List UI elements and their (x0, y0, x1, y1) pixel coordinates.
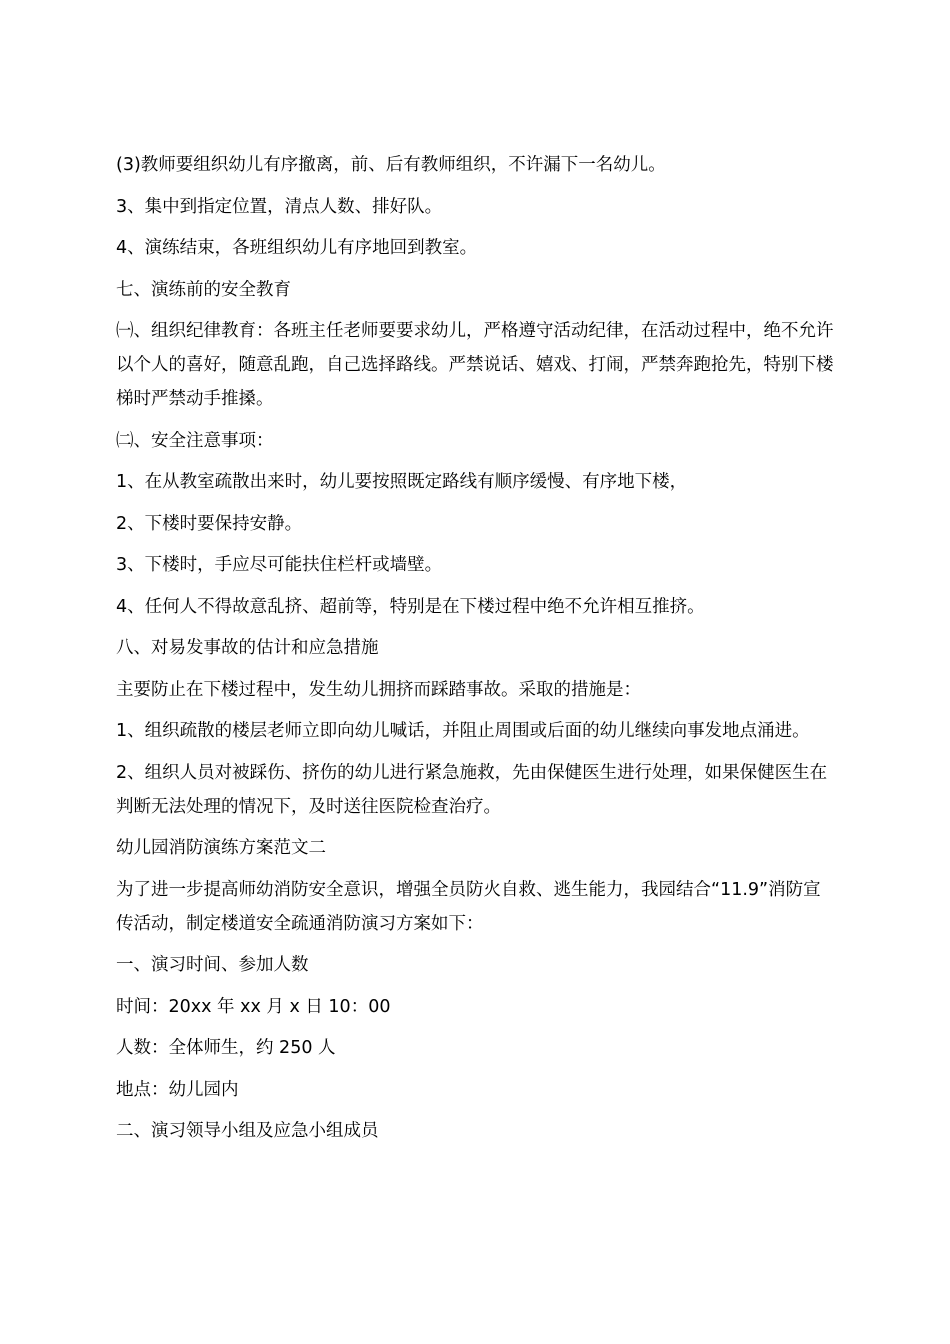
paragraph-evacuation-order: (3)教师要组织幼儿有序撤离，前、后有教师组织，不许漏下一名幼儿。 (116, 155, 666, 175)
section-heading-7: 七、演练前的安全教育 (116, 279, 291, 300)
info-location: 地点：幼儿园内 (116, 1079, 239, 1100)
section-heading-8: 八、对易发事故的估计和应急措施 (116, 638, 379, 658)
paragraph-intro: 为了进一步提高师幼消防安全意识，增强全员防火自救、逃生能力，我园结合“11.9”消防宣传活动，制定楼道安全疏通消防演习方案如下： (116, 879, 821, 934)
section-heading-1: 一、演习时间、参加人数 (116, 955, 309, 975)
doc-title-2: 幼儿园消防演练方案范文二 (116, 838, 326, 858)
document-body (116, 148, 838, 1156)
info-time: 时间：20xx 年 xx 月 x 日 10：00 (116, 996, 391, 1017)
list-item-1: 1、在从教室疏散出来时，幼儿要按照既定路线有顺序缓慢、有序地下楼， (116, 472, 688, 492)
paragraph-discipline: ㈠、组织纪律教育：各班主任老师要要求幼儿，严格遵守活动纪律，在活动过程中，绝不允许以个人的喜好，随意乱跑，自己选择路线。严禁说话、嬉戏、打闹，严禁奔跑抢先，特别下楼梯时严禁动手推搡。 (116, 321, 834, 409)
list-item-3: 3、下楼时，手应尽可能扶住栏杆或墙壁。 (116, 555, 443, 575)
measure-item-2: 2、组织人员对被踩伤、挤伤的幼儿进行紧急施救，先由保健医生进行处理，如果保健医生在判断无法处理的情况下，及时送往医院检查治疗。 (116, 762, 828, 817)
list-item-2: 2、下楼时要保持安静。 (116, 513, 303, 534)
paragraph-safety-notes: ㈡、安全注意事项： (116, 430, 274, 451)
list-item-4: 4、任何人不得故意乱挤、超前等，特别是在下楼过程中绝不允许相互推挤。 (116, 596, 705, 617)
paragraph-assemble: 3、集中到指定位置，清点人数、排好队。 (116, 196, 443, 217)
paragraph-drill-end: 4、演练结束，各班组织幼儿有序地回到教室。 (116, 238, 478, 258)
measure-item-1: 1、组织疏散的楼层老师立即向幼儿喊话，并阻止周围或后面的幼儿继续向事发地点涌进。 (116, 721, 810, 741)
info-people: 人数：全体师生，约 250 人 (116, 1038, 336, 1058)
paragraph-prevention: 主要防止在下楼过程中，发生幼儿拥挤而踩踏事故。采取的措施是： (116, 679, 641, 700)
section-heading-2: 二、演习领导小组及应急小组成员 (116, 1121, 379, 1141)
